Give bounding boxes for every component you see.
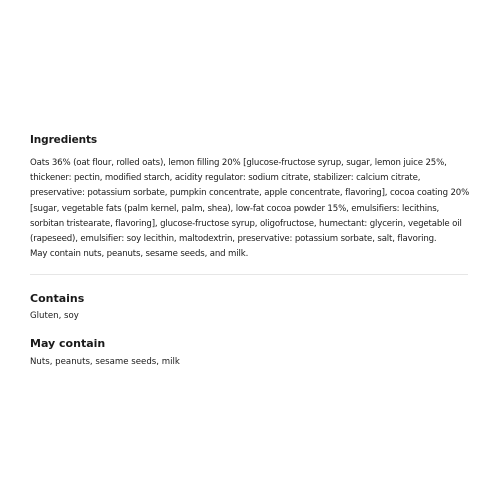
ingredients-text: Oats 36% (oat flour, rolled oats), lemon filling 20% [glucose-fructose syrup, sugar, lemon juice 25%, thickener: pectin, modified starch, acidity regulator: sodium citrate, stabilizer: calcium citrate, preservative: potassium sorbate, pumpkin concentrate, apple concentrate, flavoring], cocoa coating 20% [sugar, vegetable fats (palm kernel, palm, shea), low-fat cocoa powder 15%, emulsifiers: lecithins, sorbitan tristearate, flavoring], glucose-fructose syrup, oligofructose, humectant: glycerin, vegetable oil (rapeseed), emulsifier: soy lecithin, maltodextrin, preservative: potassium sorbate, salt, flavoring. bbox=[30, 158, 470, 245]
ingredients-section bbox=[30, 133, 470, 262]
may-contain-section bbox=[30, 337, 470, 369]
may-contain-heading: May contain bbox=[30, 337, 106, 351]
allergen-note: May contain nuts, peanuts, sesame seeds, and milk. bbox=[30, 249, 249, 260]
section-divider bbox=[30, 274, 468, 275]
contains-heading: Contains bbox=[30, 292, 85, 306]
contains-section bbox=[30, 292, 470, 323]
may-contain-value: Nuts, peanuts, sesame seeds, milk bbox=[30, 357, 180, 368]
contains-value: Gluten, soy bbox=[30, 311, 79, 322]
product-info-panel bbox=[30, 133, 470, 369]
ingredients-heading: Ingredients bbox=[30, 134, 98, 146]
